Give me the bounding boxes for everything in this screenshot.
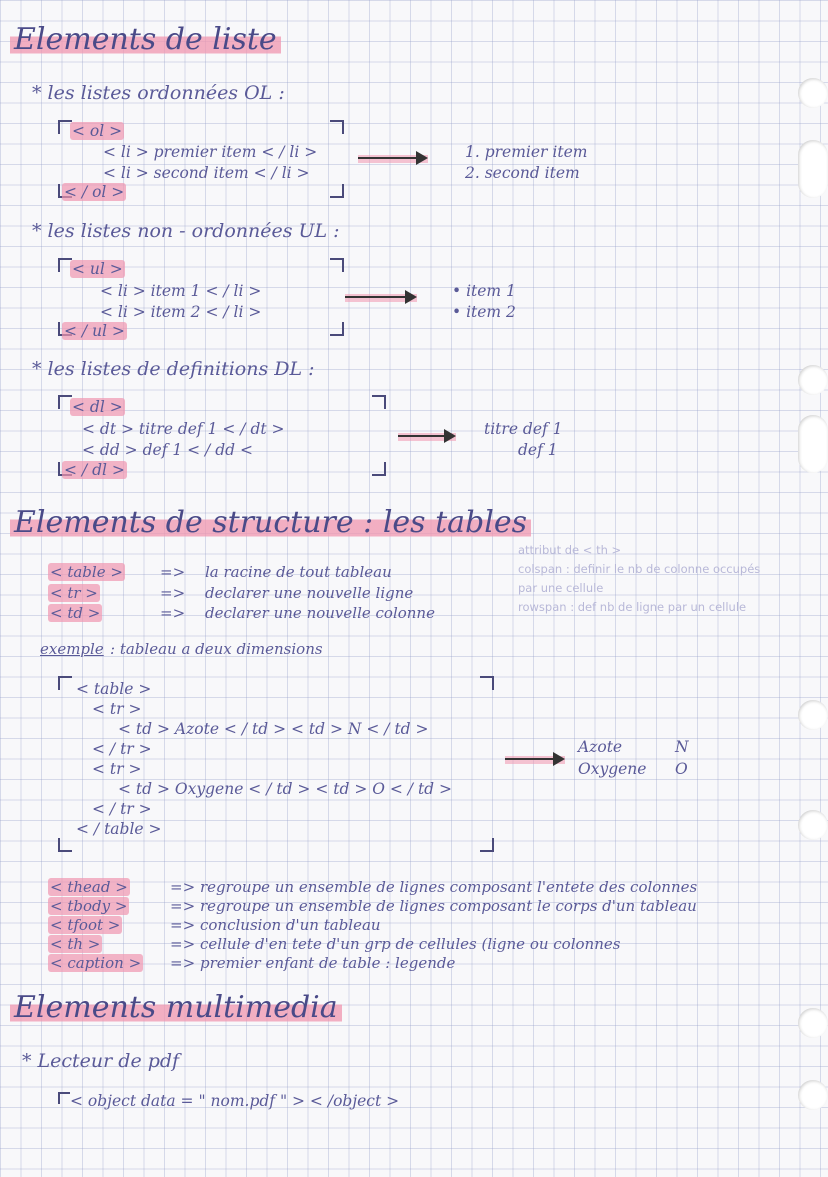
code-line: < dt > titre def 1 < / dt > [82, 420, 285, 438]
code-line: < ul > [72, 260, 123, 278]
tag-label: < tr > [50, 584, 98, 602]
code-line: < dd > def 1 < / dd < [82, 441, 253, 459]
bracket [58, 838, 72, 852]
result-cell: N [675, 738, 689, 756]
code-line: < dl > [72, 398, 123, 416]
result-cell: O [675, 760, 688, 778]
result-line: 2. second item [465, 164, 580, 182]
bracket [372, 395, 386, 409]
code-line: < li > second item < / li > [103, 164, 310, 182]
tag-label: < thead > [50, 878, 128, 896]
code-line: < td > Azote < / td > < td > N < / td > [118, 720, 429, 738]
bracket [330, 322, 344, 336]
result-line: 1. premier item [465, 143, 588, 161]
code-line: < / tr > [92, 800, 152, 818]
bracket [58, 676, 72, 690]
binder-hole [798, 140, 828, 198]
binder-hole [798, 1080, 828, 1110]
bracket [330, 184, 344, 198]
bracket [58, 1092, 70, 1104]
result-line: titre def 1 [484, 420, 563, 438]
tag-label: < table > [50, 563, 123, 581]
def-arrow: => [160, 584, 186, 602]
def-desc: cellule d'en tete d'un grp de cellules (ligne ou colonnes [200, 935, 621, 953]
binder-hole [798, 365, 828, 395]
example-label: exemple [40, 640, 104, 658]
def-arrow: => [160, 604, 186, 622]
def-arrow: => [170, 878, 196, 896]
arrow-right-icon [505, 758, 563, 760]
tag-label: < tfoot > [50, 916, 121, 934]
def-desc: regroupe un ensemble de lignes composant le corps d'un tableau [200, 897, 697, 915]
section-title-multimedia: Elements multimedia [10, 990, 342, 1025]
def-arrow: => [160, 563, 186, 581]
def-arrow: => [170, 897, 196, 915]
note-line: attribut de < th > [518, 543, 622, 557]
note-line: rowspan : def nb de ligne par un cellule [518, 600, 747, 614]
result-line: def 1 [518, 441, 558, 459]
result-cell: Azote [578, 738, 623, 756]
example-desc: : tableau a deux dimensions [110, 640, 323, 658]
bracket [330, 120, 344, 134]
bracket [330, 258, 344, 272]
code-line: < td > Oxygene < / td > < td > O < / td > [118, 780, 453, 798]
def-arrow: => [170, 954, 196, 972]
code-line: < / table > [76, 820, 162, 838]
tag-label: < tbody > [50, 897, 128, 915]
note-line: colspan : definir le nb de colonne occupés [518, 562, 761, 576]
def-desc: regroupe un ensemble de lignes composant l'entete des colonnes [200, 878, 698, 896]
note-line: par une cellule [518, 581, 604, 595]
binder-hole [798, 700, 828, 730]
arrow-right-icon [398, 435, 454, 437]
tag-label: < th > [50, 935, 101, 953]
code-line: < tr > [92, 760, 142, 778]
def-desc: declarer une nouvelle ligne [205, 584, 414, 602]
result-cell: Oxygene [578, 760, 647, 778]
section-title-tables: Elements de structure : les tables [10, 505, 531, 540]
pdf-heading: * Lecteur de pdf [22, 1050, 180, 1072]
code-line: < tr > [92, 700, 142, 718]
bracket [372, 462, 386, 476]
binder-hole [798, 1008, 828, 1038]
bracket [480, 676, 494, 690]
def-arrow: => [170, 916, 196, 934]
code-line: < / tr > [92, 740, 152, 758]
def-desc: conclusion d'un tableau [200, 916, 381, 934]
code-line: < li > item 1 < / li > [100, 282, 262, 300]
code-line: < li > premier item < / li > [103, 143, 318, 161]
def-arrow: => [170, 935, 196, 953]
code-line: < / ol > [64, 183, 125, 201]
arrow-right-icon [345, 296, 415, 298]
def-desc: premier enfant de table : legende [200, 954, 456, 972]
ul-heading: * les listes non - ordonnées UL : [32, 220, 340, 242]
def-desc: declarer une nouvelle colonne [205, 604, 435, 622]
tag-label: < td > [50, 604, 101, 622]
code-line: < / ul > [64, 322, 125, 340]
binder-hole [798, 415, 828, 473]
code-line: < object data = " nom.pdf " > < /object > [70, 1092, 400, 1110]
binder-hole [798, 78, 828, 108]
section-title-lists: Elements de liste [10, 22, 281, 57]
arrow-right-icon [358, 157, 426, 159]
code-line: < ol > [72, 122, 123, 140]
code-line: < li > item 2 < / li > [100, 303, 262, 321]
result-line: • item 1 [452, 282, 516, 300]
code-line: < / dl > [64, 461, 125, 479]
bracket [480, 838, 494, 852]
dl-heading: * les listes de definitions DL : [32, 358, 315, 380]
code-line: < table > [76, 680, 152, 698]
binder-hole [798, 810, 828, 840]
tag-label: < caption > [50, 954, 142, 972]
def-desc: la racine de tout tableau [205, 563, 392, 581]
ol-heading: * les listes ordonnées OL : [32, 82, 285, 104]
result-line: • item 2 [452, 303, 516, 321]
